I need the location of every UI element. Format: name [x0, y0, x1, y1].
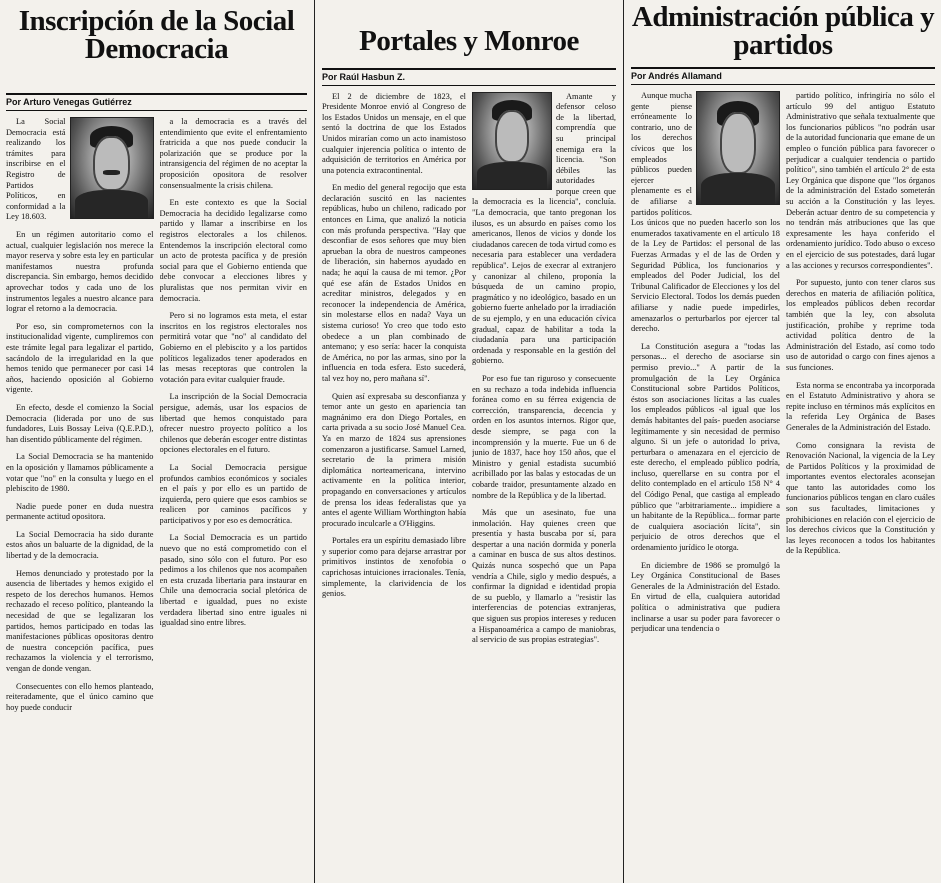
article-column-1 [6, 117, 154, 720]
article-paragraph: La Social Democracia es un partido nuevo que no está comprometido con el pasado, sino sólo con el futuro. Por eso pedimos a los chilenos que nos acompañen en esta cruzada libertaria para instaurar en Chile una democracia social pletórica de libertad e igualdad, pues no existe verdadera libertad sino entre iguales ni igualdad sino entre libres. [159, 533, 307, 628]
article-paragraph: La Social Democracia ha sido durante estos años un baluarte de la dignidad, de la libertad y de la democracia. [6, 529, 154, 561]
article-paragraph: a la democracia es a través del entendimiento que evite el enfrentamiento fratricida a que nos puede conducir la polarización que se produce por la intransigencia del régimen de no aceptar la proposición opositora de resolver consensualmente la crisis chilena. [159, 117, 307, 190]
article-column-1 [631, 91, 780, 642]
article-paragraph: El 2 de diciembre de 1823, el Presidente Monroe envió al Congreso de los Estados Unidos un mensaje, en el que sentó la doctrina de que los Estados Unidos mirarían como un acto inamistoso cualquier injerencia política o intento de adquisición de territorios en América por una potencia extracontinental. [322, 91, 466, 175]
article-headline: Portales y Monroe [359, 25, 579, 57]
article-paragraph: En este contexto es que la Social Democracia ha decidido legalizarse como partido y llamar a inscribirse en los registros electorales a los chilenos. Entendemos la inscripción electoral como un acto de protesta pacífica y de presión social para que el Gobierno entienda que debe convocar a elecciones libres y pluralistas que nos permitan vivir en democracia. [159, 198, 307, 303]
article-byline: Por Raúl Hasbun Z. [322, 68, 616, 86]
article-paragraph: Amante y defensor celoso de la libertad, comprendía que su principal enemiga era la licencia. "Son débiles las autoridades porque creen que la democracia es la licencia", concluía. "La democracia, que tanto pregonan los ilusos, es un absurdo en países como los americanos, llenos de vicios y donde los ciudadanos carecen de toda virtud como es necesaria para establecer una verdadera república". Lejos de execrar al extranjero y canonizar al chileno, proponía la búsqueda de un camino propio, pragmático y no ideológico, basado en un gobierno fuerte anhelado por la irradiación de su ejemplo, y en una educación cívica gradual, capaz de habilitar a toda la ciudadanía para una participación ordenada y responsable en la gestión del gobierno. [472, 91, 616, 366]
article-column-2 [472, 92, 616, 653]
article-paragraph: En medio del general regocijo que esta declaración suscitó en las nacientes repúblicas, hubo un chileno, radicado por entonces en Lima, que analizó la noticia con más profunda perspectiva. "Hay que desconfiar de esos señores que muy bien aprueban la obra de nuestros campeones de liberación, sin habernos ayudado en nada; he aquí la causa de mi temor. ¿Por qué ese afán de Estados Unidos en acreditar ministros, delegados y en reconocer la independencia de América, sin molestarse ellos en nada? Vaya un sistema curioso! Yo creo que todo esto obedece a un plan combinado de antemano; y eso sería: hacer la conquista de América, no por las armas, sino por la influencia en toda esfera. Esto sucederá, tal vez hoy no, pero mañana sí". [322, 183, 466, 383]
article-headline: Administración pública y partidos [631, 1, 935, 61]
article-paragraph: La Social Democracia se ha mantenido en la oposición y llamamos públicamente a votar que "no" en la consulta y luego en el plebiscito de 1980. [6, 452, 154, 494]
article-paragraph: Por supuesto, junto con tener claros sus derechos en materia de afiliación política, los empleados públicos deben recordar también que la ley, con absoluta justificación, prohíbe y reprime toda actividad política dentro de la Administración del Estado, así como todo uso de autoridad o cargo con fines ajenos a sus funciones. [786, 278, 935, 372]
article-paragraph: Consecuentes con ello hemos planteado, reiteradamente, que el único camino que hoy puede conducir [6, 681, 154, 712]
article-administracion-publica [625, 0, 941, 883]
article-column-2 [160, 117, 308, 720]
article-headline: Inscripción de la Social Democracia [18, 5, 295, 65]
article-paragraph: Como consignara la revista de Renovación Nacional, la vigencia de la Ley de Partidos Políticos y la proximidad de importantes eventos electorales aconsejan que tanto las autoridades como los funcionarios públicos tengan en claro cuáles son sus facultades, limitaciones y prohibiciones en relación con el ejercicio de los derechos cívicos que la Constitución y las leyes reconocen a todos los habitantes de la República. [786, 440, 935, 556]
article-portales-monroe [316, 0, 622, 883]
article-paragraph: Aunque mucha gente piense erróneamente lo contrario, uno de los derechos cívicos que los empleados públicos pueden ejercer plenamente es el de afiliarse a partidos políticos. Los únicos que no pueden hacerlo son los enumerados taxativamente en el artículo 18 de la Ley de Partidos: el personal de las Fuerzas Armadas y el de las de Orden y Seguridad Pública, los funcionarios y empleados del Poder Judicial, los del Tribunal Calificador de Elecciones y los del Servicio Electoral. Todos los demás pueden afiliarse y nadie puede impedirles, amenazarlos o perturbarlos por ejercer tal derecho. [631, 91, 780, 334]
article-paragraph: En diciembre de 1986 se promulgó la Ley Orgánica Constitucional de Bases Generales de la Administración del Estado. En virtud de ella, cualquiera autoridad política o administrativa que pudiera inclinarse a usar su poder para favorecer o perjudicar una tendencia o [631, 560, 780, 634]
article-paragraph: La Social Democracia está realizando los trámites para inscribirse en el Registro de Partidos Políticos, en conformidad a la Ley 18.603. [6, 117, 66, 222]
article-byline: Por Andrés Allamand [631, 67, 935, 85]
article-paragraph: Hemos denunciado y protestado por la ausencia de libertades y hemos exigido el respeto de los derechos humanos. Hemos rechazado el receso político, planteando la necesidad de que se legalizaran los partidos, hemos participado en todas las manifestaciones públicas opositoras dentro de nuestra concepción pacífica, pues rechazamos la violencia y el terrorismo, vengan de donde vengan. [6, 568, 154, 673]
article-column-1 [322, 92, 466, 653]
author-photo [696, 91, 780, 205]
article-paragraph: Nadie puede poner en duda nuestra permanente actitud opositora. [6, 501, 154, 522]
article-social-democracia [0, 0, 313, 883]
article-paragraph: La Social Democracia persigue profundos cambios económicos y sociales en el país y por ello es un partido de izquierda, pero quiere que esos cambios se realicen por caminos pacíficos y participativos y por eso es democrática. [159, 462, 307, 525]
article-paragraph: Más que un asesinato, fue una inmolación. Hay quienes creen que presentía y hasta buscaba por sí, para despertar a una nación dormida y ponerla a caminar en busca de sus altos destinos. Quizás nunca sospechó que un Papa vendría a Chile, siglo y medio después, a confirmar la dignidad e identidad propia de su pueblo, y llamarlo a "resistir las interferencias de potencias extranjeras, que siguen sus propios intereses y reducen a Hispanoamérica a campo de maniobras, al servicio de sus propias estrategias". [472, 508, 616, 645]
article-byline: Por Arturo Venegas Gutiérrez [6, 93, 307, 111]
author-photo [472, 92, 552, 190]
article-paragraph: Portales era un espíritu demasiado libre y superior como para dejarse arrastrar por primitivos instintos de xenofobia o caprichosas intuiciones irracionales. Tenía, simplemente, la clarividencia de los genios. [322, 536, 466, 599]
article-paragraph: Esta norma se encontraba ya incorporada en el Estatuto Administrativo y ahora se repite incluso en términos más explícitos en la referida Ley Orgánica de Bases Generales de la Administración del Estado. [786, 380, 935, 432]
article-paragraph: Pero si no logramos esta meta, el estar inscritos en los registros electorales nos permitirá votar que "no" al candidato del Gobierno en el plebiscito y a los partidos políticos legalizados tener apoderados en las mesas receptoras que controlen la votación para evitar cualquier fraude. [159, 311, 307, 384]
article-paragraph: En un régimen autoritario como el actual, cualquier legislación nos merece la mayor reserva y sobre esta ley en particular manifestamos nuestra profunda discrepancia. Sin embargo, hemos decidido aprovechar todos y cada uno de los instrumentos legales a nuestro alcance para lograr el retorno a la democracia. [6, 230, 154, 314]
article-paragraph: La inscripción de la Social Democracia persigue, además, usar los espacios de libertad que hemos conquistado para ofrecer nuestro proyecto político a los chilenos que deberán escoger entre distintas opciones electorales en el futuro. [159, 392, 307, 455]
article-paragraph: En efecto, desde el comienzo la Social Democracia (liderada por uno de sus fundadores, Luis Bossay Leiva (Q.E.P.D.), han disentido públicamente del régimen. [6, 402, 154, 444]
article-paragraph: Por eso fue tan riguroso y consecuente en su rechazo a toda indebida influencia foránea como en su férrea exigencia de corrección, transparencia, decencia y orden en los asuntos internos. Rigor que, desde siempre, se paga con la incomprensión y la muerte. Fue un 6 de junio de 1837, hace hoy 150 años, que el Ministro y genial estadista sucumbió acribillado por las balas y estocadas de un cobarde traidor, presuntamente alzado en nombre de la República y de la libertad. [472, 373, 616, 500]
article-paragraph: partido político, infringiría no sólo el artículo 99 del antiguo Estatuto Administrativo que señala textualmente que los funcionarios públicos "no podrán usar de la autoridad funcionaria que emane de un empleo o función pública para favorecer o perjudicar a cualquier tendencia o partido político", sino también el artículo 2° de esta Ley Orgánica que dispone que "los órganos de la administración del Estado someterán su acción a la Constitución y las leyes. Deberán actuar dentro de su competencia y no tendrán más atribuciones que las que expresamente les haya conferido el ordenamiento jurídico. Todo abuso o exceso en el ejercicio de sus potestades, dará lugar a las acciones y recursos correspondientes". [786, 91, 935, 270]
column-divider [623, 0, 624, 883]
article-paragraph: Quien así expresaba su desconfianza y temor ante un gesto en apariencia tan magnánimo era don Diego Portales, en carta privada a su socio José Manuel Cea. Ya en marzo de 1824 sus aprensiones comenzaron a justificarse. Samuel Larned, secretario de la primera misión diplomática norteamericana, intervino activamente en la política interior, propagando en conversaciones y artículos de prensa los ideas federalistas que ya antes el agente William Worthington había procurado inculcarle a O'Higgins. [322, 391, 466, 528]
article-column-2 [786, 91, 935, 642]
article-paragraph: La Constitución asegura a "todas las personas... el derecho de asociarse sin permiso previo..." A partir de la promulgación de la Ley Orgánica Constitucional sobre Partidos Políticos, éstos son asociaciones lícitas a las cuales los empleados públicos -al igual que los demás habitantes del país- pueden asociarse legítimamente y sin necesidad de permiso alguno. Si un jefe o autoridad lo priva, perturbara o amenazara en el ejercicio de este derecho, el empleado público podría, incluso, querellarse en su contra por el delito contemplado en el artículo 158 N° 4 del Código Penal, que castiga al empleado público que "arbitrariamente... impidiere a un habitante de la República... formar parte de cualquiera asociación lícita", sin perjuicio de otros derechos que el ordenamiento jurídico le otorga. [631, 341, 780, 553]
column-divider [314, 0, 315, 883]
article-paragraph: Por eso, sin comprometernos con la institucionalidad vigente, cumpliremos con este trámite legal para legalizar el partido, sacándolo de la irregularidad en la que hemos tenido que permanecer por casi 14 años, haciendo oposición al Gobierno vigente. [6, 321, 154, 395]
author-photo [70, 117, 154, 219]
